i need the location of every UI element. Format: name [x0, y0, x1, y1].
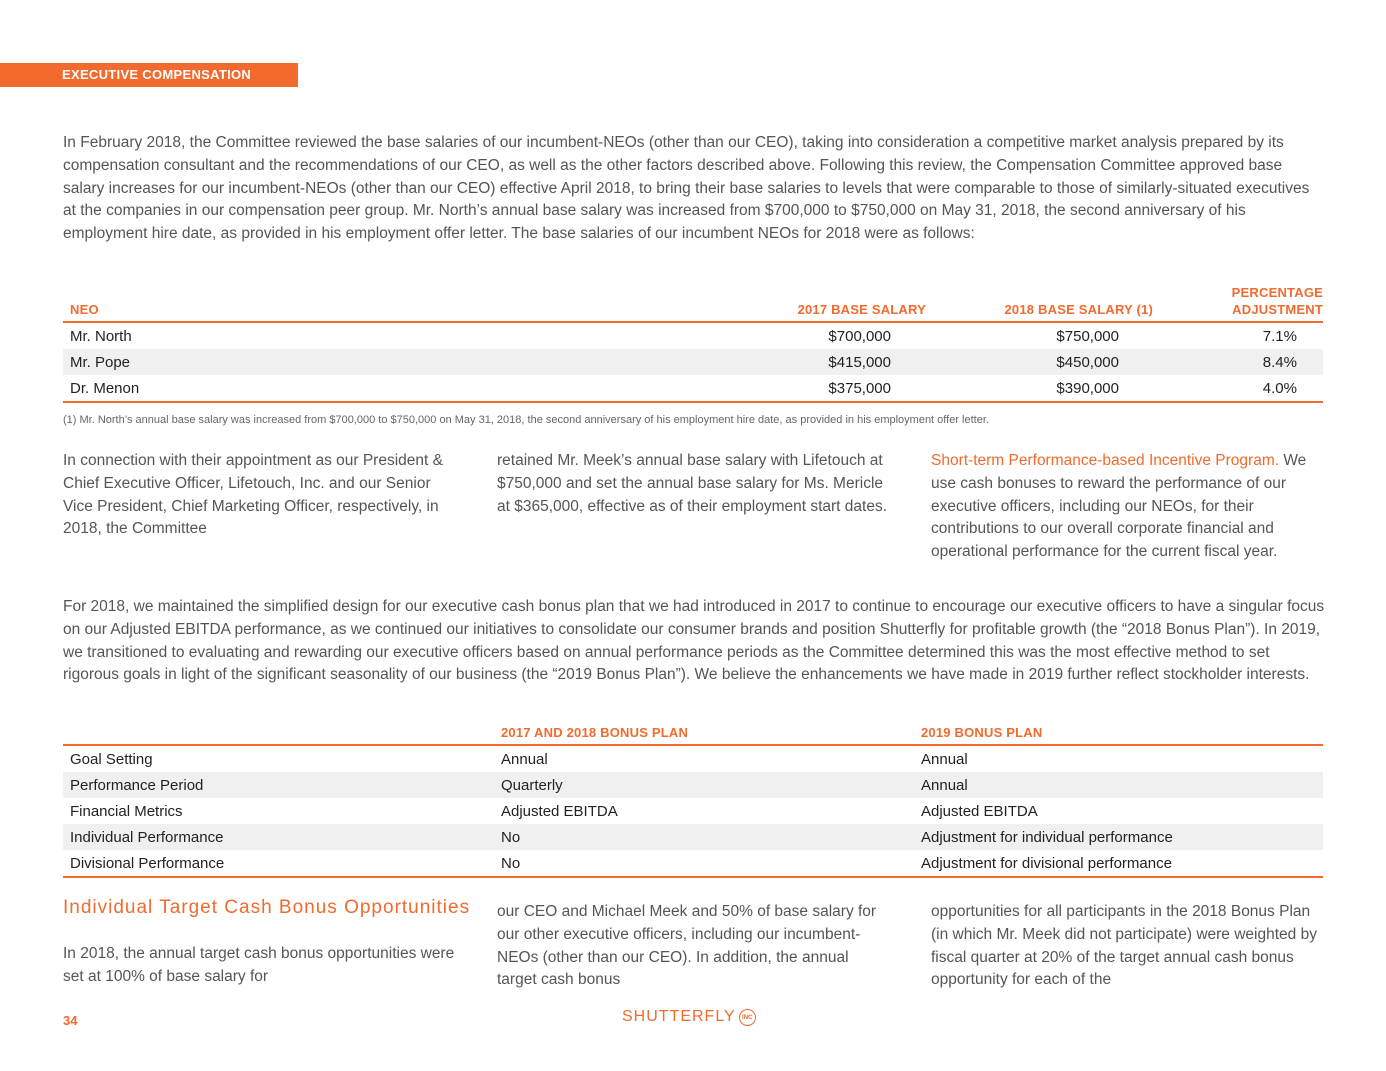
bonus-plan-table — [63, 724, 1323, 878]
percentage-adjustment: 7.1% — [1262, 327, 1297, 345]
percentage-adjustment: 8.4% — [1167, 349, 1323, 375]
shutterfly-logo — [622, 1008, 756, 1026]
salary-table-header — [63, 284, 1323, 322]
salary-2018: $450,000 — [929, 349, 1167, 375]
plan-2019-value: Adjustment for divisional performance — [921, 850, 1323, 877]
header-2017-base-salary: 2017 BASE SALARY — [721, 284, 929, 322]
header-2017-2018-bonus-plan: 2017 AND 2018 BONUS PLAN — [501, 724, 921, 745]
target-bonus-heading: Individual Target Cash Bonus Opportunities — [63, 897, 471, 918]
logo-inc-badge: INC — [739, 1009, 756, 1026]
table-row — [63, 772, 1323, 798]
target-bonus-column-1: In 2018, the annual target cash bonus opportunities were set at 100% of base salary for — [63, 945, 455, 985]
plan-attribute: Divisional Performance — [63, 850, 501, 877]
plan-attribute: Performance Period — [63, 772, 501, 798]
header-2018-base-salary: 2018 BASE SALARY (1) — [929, 284, 1167, 322]
logo-text: SHUTTERFLY — [622, 1008, 736, 1025]
table-row — [63, 850, 1323, 877]
plan-2019-value: Adjustment for individual performance — [921, 824, 1323, 850]
section-tab: EXECUTIVE COMPENSATION — [0, 63, 298, 87]
plan-2017-2018-value: Quarterly — [501, 772, 921, 798]
table-row — [63, 375, 1323, 402]
neo-name: Mr. North — [70, 327, 132, 345]
header-percentage-adjustment — [1167, 284, 1323, 322]
plan-2017-2018-value: Annual — [501, 750, 548, 768]
table-row — [63, 798, 1323, 824]
plan-2017-2018-value: Adjusted EBITDA — [501, 802, 618, 820]
appointment-column-1: In connection with their appointment as our President & Chief Executive Officer, Lifetouch, Inc. and our Senior Vice President, Chief Marketing Officer, respectively, in 2018, the Committee — [63, 452, 443, 538]
neo-name: Dr. Menon — [63, 375, 721, 402]
header-neo: NEO — [63, 284, 721, 322]
incentive-program-heading: Short-term Performance-based Incentive Program. — [931, 452, 1280, 469]
base-salary-table — [63, 284, 1323, 403]
salary-2018: $390,000 — [929, 375, 1167, 402]
plan-2017-2018-value: No — [501, 824, 921, 850]
plan-2017-2018-value: No — [501, 850, 921, 877]
plan-attribute: Financial Metrics — [70, 802, 183, 820]
salary-2017: $375,000 — [721, 375, 929, 402]
bonus-table-header — [63, 724, 1323, 745]
page-number: 34 — [63, 1013, 78, 1028]
plan-attribute: Goal Setting — [70, 750, 153, 768]
plan-2019-value: Adjusted EBITDA — [921, 802, 1038, 820]
appointment-column-2: retained Mr. Meek’s annual base salary with Lifetouch at $750,000 and set the annual base salary for Ms. Mericle at $365,000, effective as of their employment start dates. — [497, 452, 888, 515]
header-percentage-adjustment-label: PERCENTAGE ADJUSTMENT — [1231, 285, 1323, 317]
header-2019-bonus-plan: 2019 BONUS PLAN — [921, 724, 1323, 745]
bonus-plan-paragraph: For 2018, we maintained the simplified design for our executive cash bonus plan that we had introduced in 2017 to continue to encourage our executive officers to have a singular focus on our Adjusted EBITDA performance, as we continued our initiatives to consolidate our consumer brands and position Shutterfly for profitable growth (the “2018 Bonus Plan”). In 2019, we transitioned to evaluating and rewarding our executive officers based on annual performance periods as the Committee determined this was the most effective method to set rigorous goals in light of the significant seasonality of our business (the “2019 Bonus Plan”). We believe the enhancements we have made in 2019 further reflect stockholder interests. — [63, 598, 1325, 684]
incentive-program-body: We use cash bonuses to reward the performance of our executive officers, including our NEOs, for their contributions to our overall corporate financial and operational performance for the current fiscal year. — [931, 452, 1307, 561]
table-row — [63, 824, 1323, 850]
neo-name: Mr. Pope — [63, 349, 721, 375]
salary-footnote: (1) Mr. North’s annual base salary was increased from $700,000 to $750,000 on May 31, 2018, the second anniversary of his employment hire date, as provided in his employment offer letter. — [63, 414, 989, 426]
salary-2017: $700,000 — [828, 327, 891, 345]
intro-paragraph: In February 2018, the Committee reviewed the base salaries of our incumbent-NEOs (other than our CEO), taking into consideration a competitive market analysis prepared by its compensation consultant and the recommendations of our CEO, as well as the other factors described above. Following this review, the Compensation Committee approved base salary increases for our incumbent-NEOs (other than our CEO) effective April 2018, to bring their base salaries to levels that were comparable to those of similarly-situated executives at the companies in our compensation peer group. Mr. North’s annual base salary was increased from $700,000 to $750,000 on May 31, 2018, the second anniversary of his employment hire date, as provided in his employment offer letter. The base salaries of our incumbent NEOs for 2018 were as follows: — [63, 134, 1310, 243]
table-row — [63, 349, 1323, 375]
salary-2018: $750,000 — [1056, 327, 1119, 345]
target-bonus-column-3: opportunities for all participants in the 2018 Bonus Plan (in which Mr. Meek did not participate) were weighted by fiscal quarter at 20% of the target annual cash bonus opportunity for each of the — [931, 903, 1317, 989]
target-bonus-column-2: our CEO and Michael Meek and 50% of base salary for our other executive officers, including our incumbent-NEOs (other than our CEO). In addition, the annual target cash bonus — [497, 903, 877, 989]
plan-2019-value: Annual — [921, 772, 1323, 798]
salary-2017: $415,000 — [721, 349, 929, 375]
table-row — [63, 322, 1323, 349]
table-row — [63, 745, 1323, 772]
incentive-column-3 — [931, 450, 1323, 564]
plan-2019-value: Annual — [921, 750, 968, 768]
percentage-adjustment: 4.0% — [1167, 375, 1323, 402]
header-blank — [63, 724, 501, 745]
plan-attribute: Individual Performance — [63, 824, 501, 850]
